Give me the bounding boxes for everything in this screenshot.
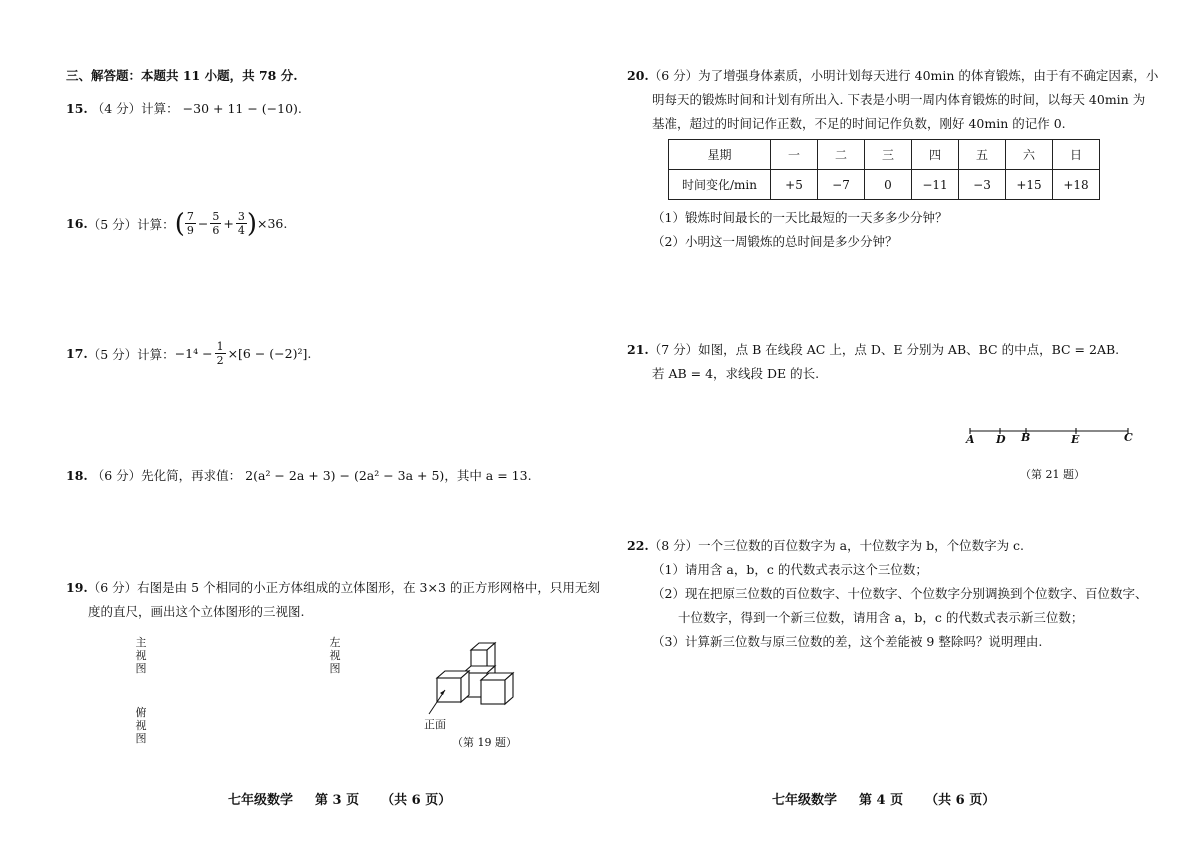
point-label-a: A [966, 433, 975, 446]
point-label-c: C [1124, 431, 1133, 444]
right-footer [772, 789, 1017, 808]
question-22-sub3: （3）计算新三位数与原三位数的差，这个差能被 9 整除吗？说明理由. [652, 634, 1043, 649]
table-cell: +15 [1006, 170, 1053, 200]
table-cell: 一 [771, 140, 818, 170]
fraction: 7 9 [186, 210, 194, 237]
question-19-line2: 度的直尺，画出这个立体图形的三视图. [88, 604, 305, 619]
table-cell: +18 [1053, 170, 1100, 200]
footer-total: （共 6 页） [925, 793, 996, 808]
fraction: $\frac{1}{2}$ [216, 340, 224, 367]
front-view-label: 主视图 [135, 636, 147, 675]
table-cell: 五 [959, 140, 1006, 170]
question-number: 19. [66, 580, 88, 595]
table-row [669, 170, 1100, 200]
question-text: （6 分）先化简，再求值： [91, 468, 242, 483]
question-16: 16. （5 分）计算： ( 7 9 − $\frac{5}{6}$ + $\frac{3}{4}$ ) ×36. [66, 208, 288, 239]
left-footer [228, 789, 473, 808]
question-22-sub1: （1）请用含 a，b，c 的代数式表示这个三位数； [652, 562, 928, 577]
figure-19-caption: （第 19 题） [452, 736, 517, 749]
table-cell: 六 [1006, 140, 1053, 170]
question-18 [66, 466, 532, 484]
right-paren: ) [246, 208, 257, 239]
question-number: 20. [627, 68, 649, 83]
question-number: 21. [627, 342, 649, 357]
section-heading: 三、解答题：本题共 11 小题，共 78 分. [66, 68, 298, 83]
top-view-label: 俯视图 [135, 706, 147, 745]
question-17: 17. （5 分）计算： −1⁴ − $\frac{1}{2}$ ×[6 − (−2)²]. [66, 340, 312, 367]
footer-page: 第 3 页 [315, 793, 360, 808]
table-cell: 四 [912, 140, 959, 170]
math-expression: 2(a² − 2a + 3) − (2a² − 3a + 5)，其中 a = 13. [245, 468, 532, 483]
left-view-label: 左视图 [329, 636, 341, 675]
front-direction-label: 正面 [424, 718, 446, 731]
question-20-sub1: （1）锻炼时间最长的一天比最短的一天多多少分钟？ [652, 210, 948, 225]
question-points: （5 分）计算： [87, 216, 175, 232]
question-number: 17. [66, 346, 88, 361]
footer-subject: 七年级数学 [772, 793, 838, 808]
cube-figure [415, 640, 535, 722]
point-label-d: D [996, 433, 1006, 446]
figure-21-caption: （第 21 题） [1020, 468, 1085, 481]
question-19-line1: 19.（6 分）右图是由 5 个相同的小正方体组成的立体图形，在 3×3 的正方形网格中，只用无刻 [66, 580, 600, 595]
math-expression: −30 + 11 − (−10) [182, 101, 298, 116]
table-cell: 二 [818, 140, 865, 170]
question-15: 15. （4 分）计算： −30 + 11 − (−10). [66, 101, 302, 116]
table-cell: 时间变化/min [669, 170, 771, 200]
table-cell: 三 [865, 140, 912, 170]
footer-subject: 七年级数学 [228, 793, 294, 808]
table-cell: 日 [1053, 140, 1100, 170]
question-20-line3: 基准，超过的时间记作正数，不足的时间记作负数，刚好 40min 的记作 0. [652, 116, 1066, 131]
question-21-line2: 若 AB = 4，求线段 DE 的长. [652, 366, 820, 381]
fraction: $\frac{5}{6}$ [212, 210, 220, 237]
question-number: 15. [66, 101, 88, 116]
exercise-time-table [668, 139, 1100, 200]
question-number: 18. [66, 468, 88, 483]
point-label-b: B [1021, 431, 1031, 444]
question-21-line1: 21.（7 分）如图，点 B 在线段 AC 上，点 D、E 分别为 AB、BC 的中点，BC = 2AB. [627, 342, 1120, 357]
question-20-sub2: （2）小明这一周锻炼的总时间是多少分钟？ [652, 234, 898, 249]
table-header-row [669, 140, 1100, 170]
table-cell: −11 [912, 170, 959, 200]
question-points: （4 分）计算： [91, 101, 179, 116]
table-cell: 0 [865, 170, 912, 200]
table-cell: −3 [959, 170, 1006, 200]
left-paren: ( [174, 208, 185, 239]
fraction: $\frac{3}{4}$ [237, 210, 245, 237]
question-22-line1: 22.（8 分）一个三位数的百位数字为 a，十位数字为 b，个位数字为 c. [627, 538, 1025, 553]
question-20-line2: 明每天的锻炼时间和计划有所出入. 下表是小明一周内体育锻炼的时间，以每天 40min 为 [652, 92, 1146, 107]
question-number: 22. [627, 538, 649, 553]
question-22-sub2: （2）现在把原三位数的百位数字、十位数字、个位数字分别调换到个位数字、百位数字、 [652, 586, 1148, 601]
question-20-line1: 20.（6 分）为了增强身体素质，小明计划每天进行 40min 的体育锻炼，由于有不确定因素，小 [627, 68, 1159, 83]
table-cell: −7 [818, 170, 865, 200]
footer-page: 第 4 页 [859, 793, 904, 808]
table-cell: +5 [771, 170, 818, 200]
line-segment-figure [960, 424, 1140, 450]
question-22-sub2-cont: 十位数字，得到一个新三位数，请用含 a，b，c 的代数式表示新三位数； [678, 610, 1084, 625]
question-points: （5 分）计算： [87, 346, 175, 362]
footer-total: （共 6 页） [381, 793, 452, 808]
point-label-e: E [1071, 433, 1080, 446]
question-number: 16. [66, 216, 88, 231]
table-cell: 星期 [669, 140, 771, 170]
